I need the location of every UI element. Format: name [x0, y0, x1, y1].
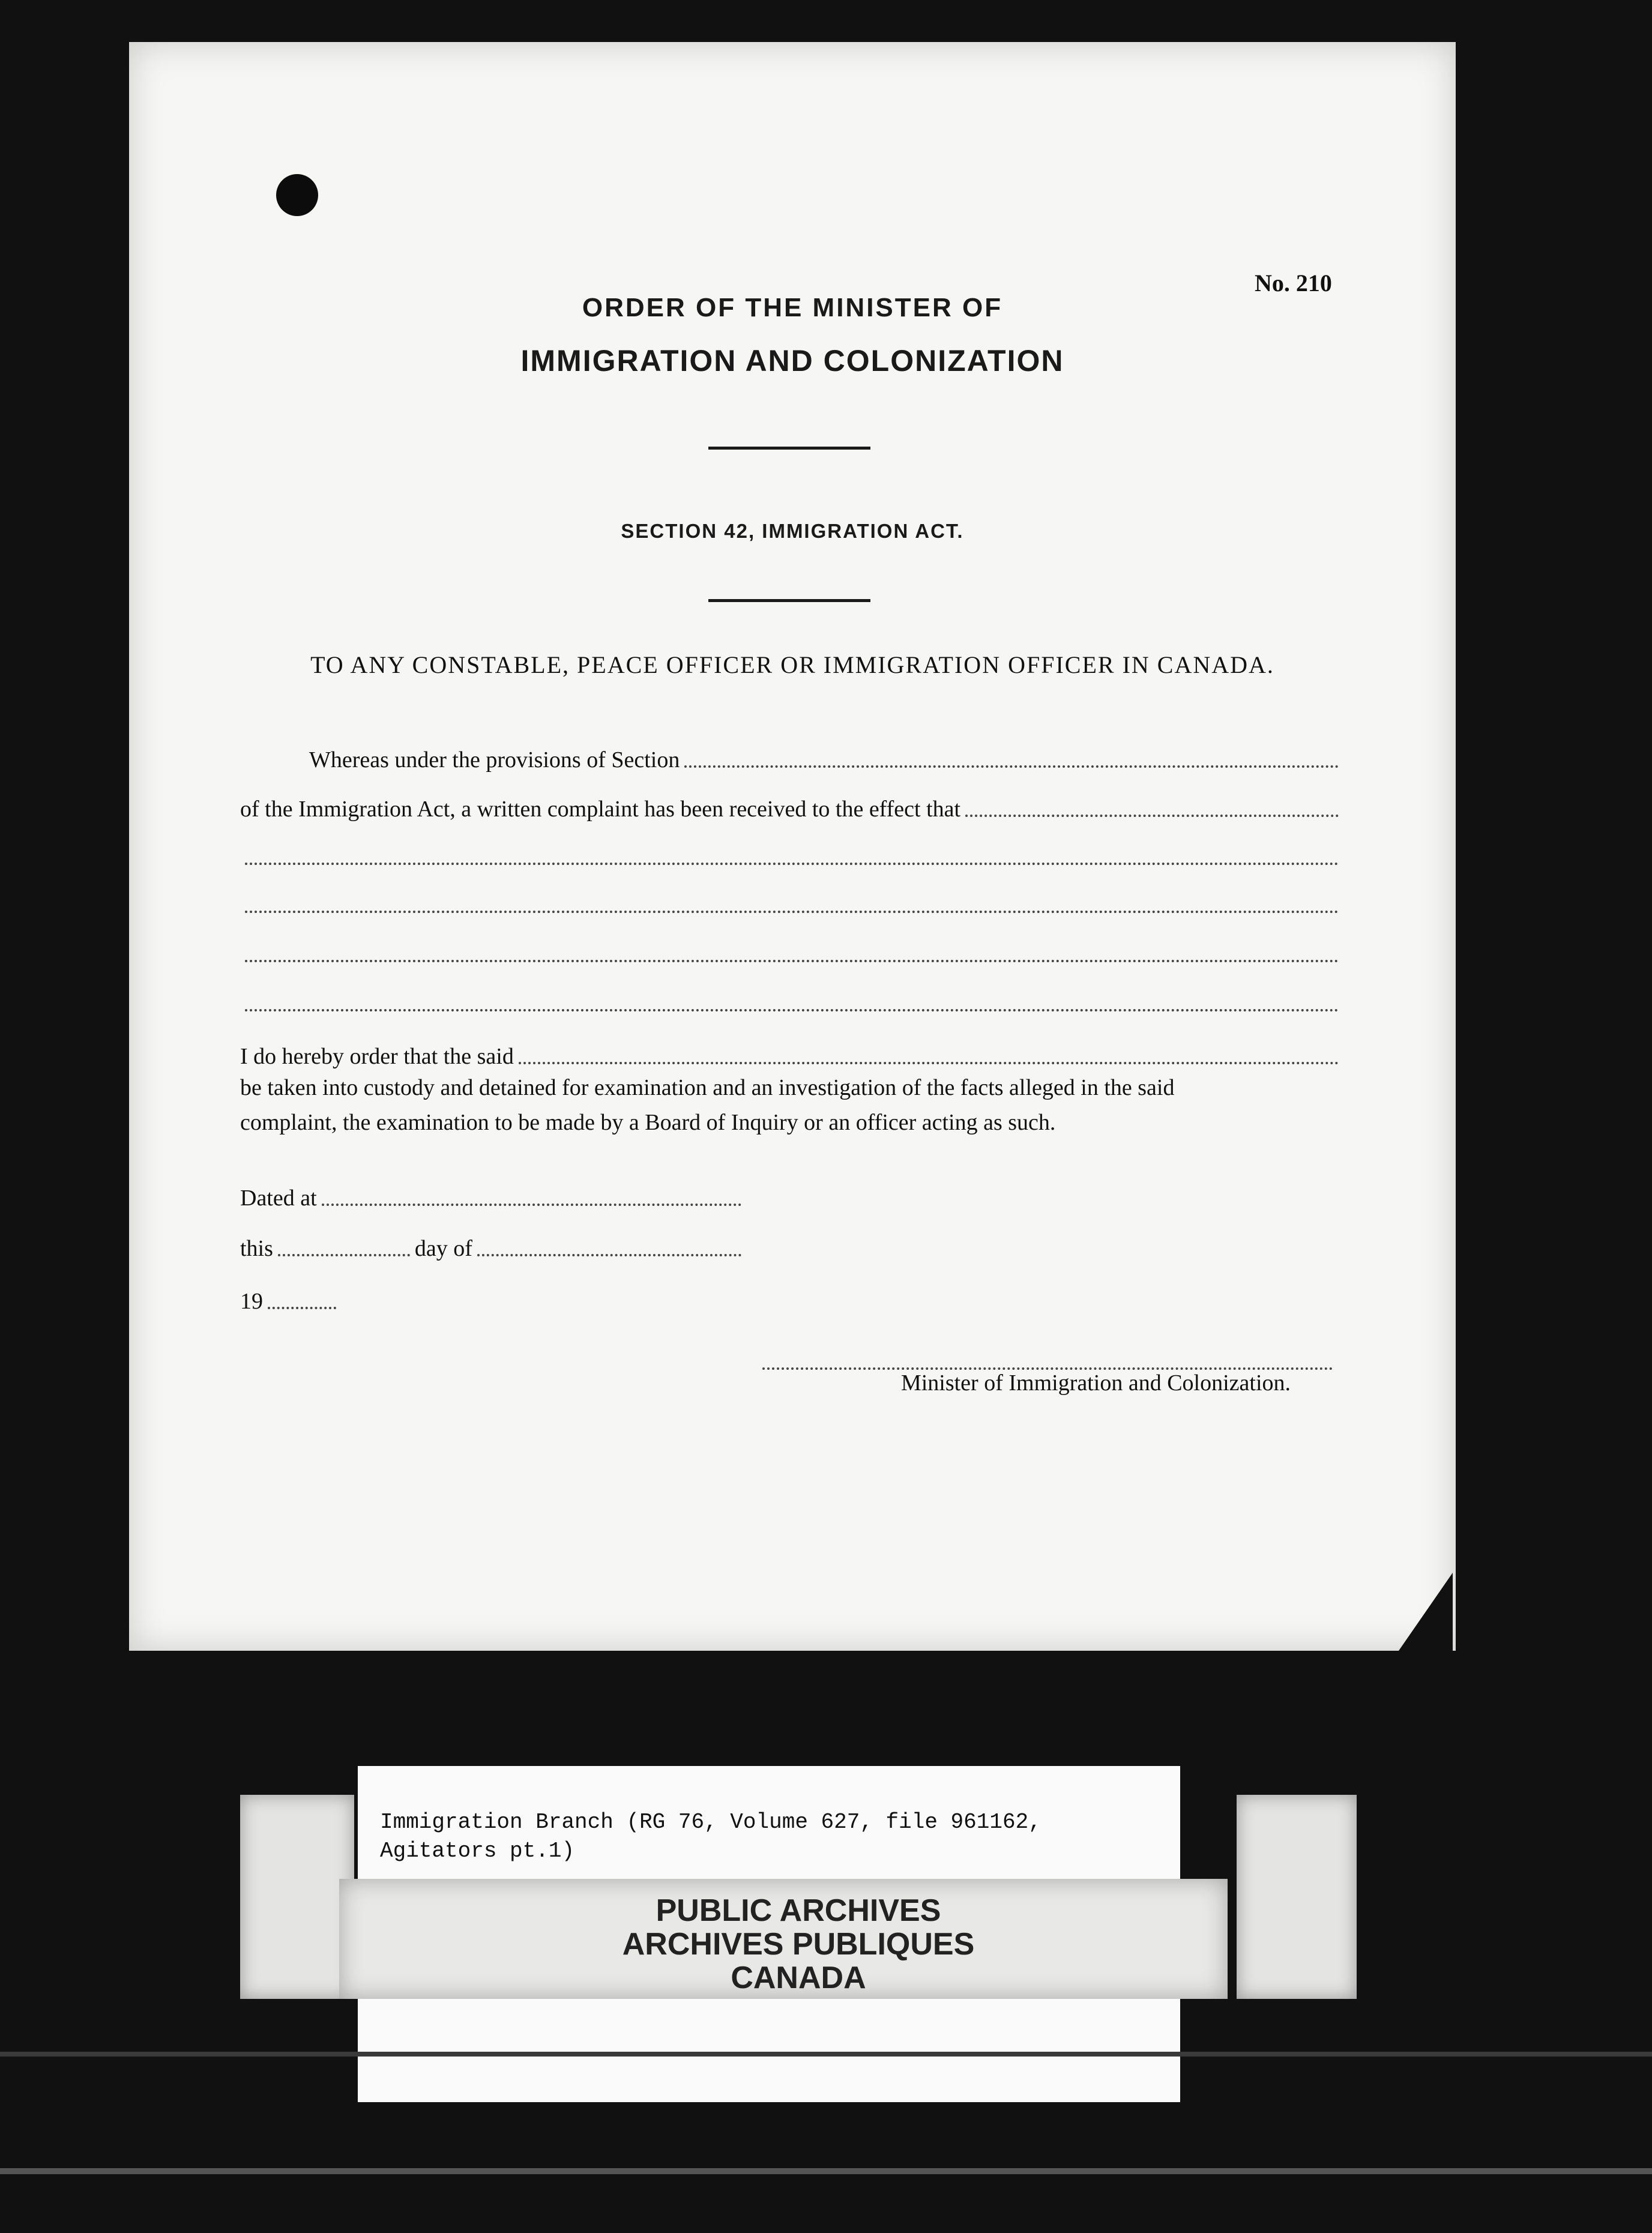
stamp-line-3: CANADA: [731, 1960, 866, 1995]
section-reference: SECTION 42, IMMIGRATION ACT.: [621, 520, 964, 542]
dated-at-line: [240, 1181, 741, 1211]
title-line-1: ORDER OF THE MINISTER OF: [582, 293, 1003, 322]
day-of-label: day of: [414, 1236, 472, 1261]
blank-month-field: [477, 1253, 741, 1256]
blank-place-field: [322, 1203, 741, 1206]
stamp-line-2: ARCHIVES PUBLIQUES: [622, 1927, 975, 1962]
year-label: 19: [240, 1289, 263, 1314]
reference-line-1: Immigration Branch (RG 76, Volume 627, file 961162,: [380, 1810, 1042, 1834]
stamp-line-1: PUBLIC ARCHIVES: [656, 1893, 941, 1928]
blank-dotted-line: [245, 959, 1339, 962]
blank-complaint-field: [965, 814, 1339, 817]
label-tab-left: [240, 1795, 354, 1999]
dated-at-label: Dated at: [240, 1186, 317, 1211]
punch-hole: [276, 174, 318, 216]
blank-section-field: [684, 765, 1339, 768]
custody-text-1: be taken into custody and detained for examination and an investigation of the facts alleged in the said: [240, 1075, 1175, 1100]
blank-dotted-line: [245, 910, 1339, 913]
custody-text-2: complaint, the examination to be made by a Board of Inquiry or an officer acting as such.: [240, 1110, 1056, 1135]
signature-title: Minister of Immigration and Colonization.: [900, 1370, 1291, 1396]
film-edge-stripe-bottom: [0, 2168, 1652, 2174]
blank-day-field: [278, 1253, 410, 1256]
blank-line-4: [240, 987, 1339, 1017]
blank-line-1: [240, 840, 1339, 870]
year-line: [240, 1285, 336, 1315]
page-corner-curl: [1399, 1573, 1453, 1651]
complaint-text: of the Immigration Act, a written complaint has been received to the effect that: [240, 797, 961, 822]
blank-dotted-line: [245, 862, 1339, 865]
divider-rule-bottom: [708, 599, 870, 602]
date-line: [240, 1232, 741, 1262]
blank-name-field: [519, 1061, 1339, 1064]
whereas-line: [240, 743, 1339, 773]
divider-rule-top: [708, 447, 870, 450]
addressee-line: TO ANY CONSTABLE, PEACE OFFICER OR IMMIGRATION OFFICER IN CANADA.: [310, 651, 1274, 678]
form-number: No. 210: [1255, 270, 1332, 297]
order-line: [240, 1040, 1339, 1070]
blank-line-3: [240, 938, 1339, 968]
archive-reference: [380, 1808, 1160, 1866]
blank-dotted-line: [245, 1008, 1339, 1011]
blank-year-field: [268, 1306, 336, 1309]
whereas-text: Whereas under the provisions of Section: [309, 747, 680, 773]
label-tab-right: [1237, 1795, 1357, 1999]
this-label: this: [240, 1236, 273, 1261]
film-edge-stripe-top: [0, 2052, 1652, 2057]
order-text: I do hereby order that the said: [240, 1044, 514, 1069]
title-line-2: IMMIGRATION AND COLONIZATION: [520, 344, 1064, 378]
archives-stamp: [528, 1894, 1069, 1995]
complaint-line: [240, 792, 1339, 822]
reference-line-2: Agitators pt.1): [380, 1839, 575, 1863]
blank-line-2: [240, 888, 1339, 918]
